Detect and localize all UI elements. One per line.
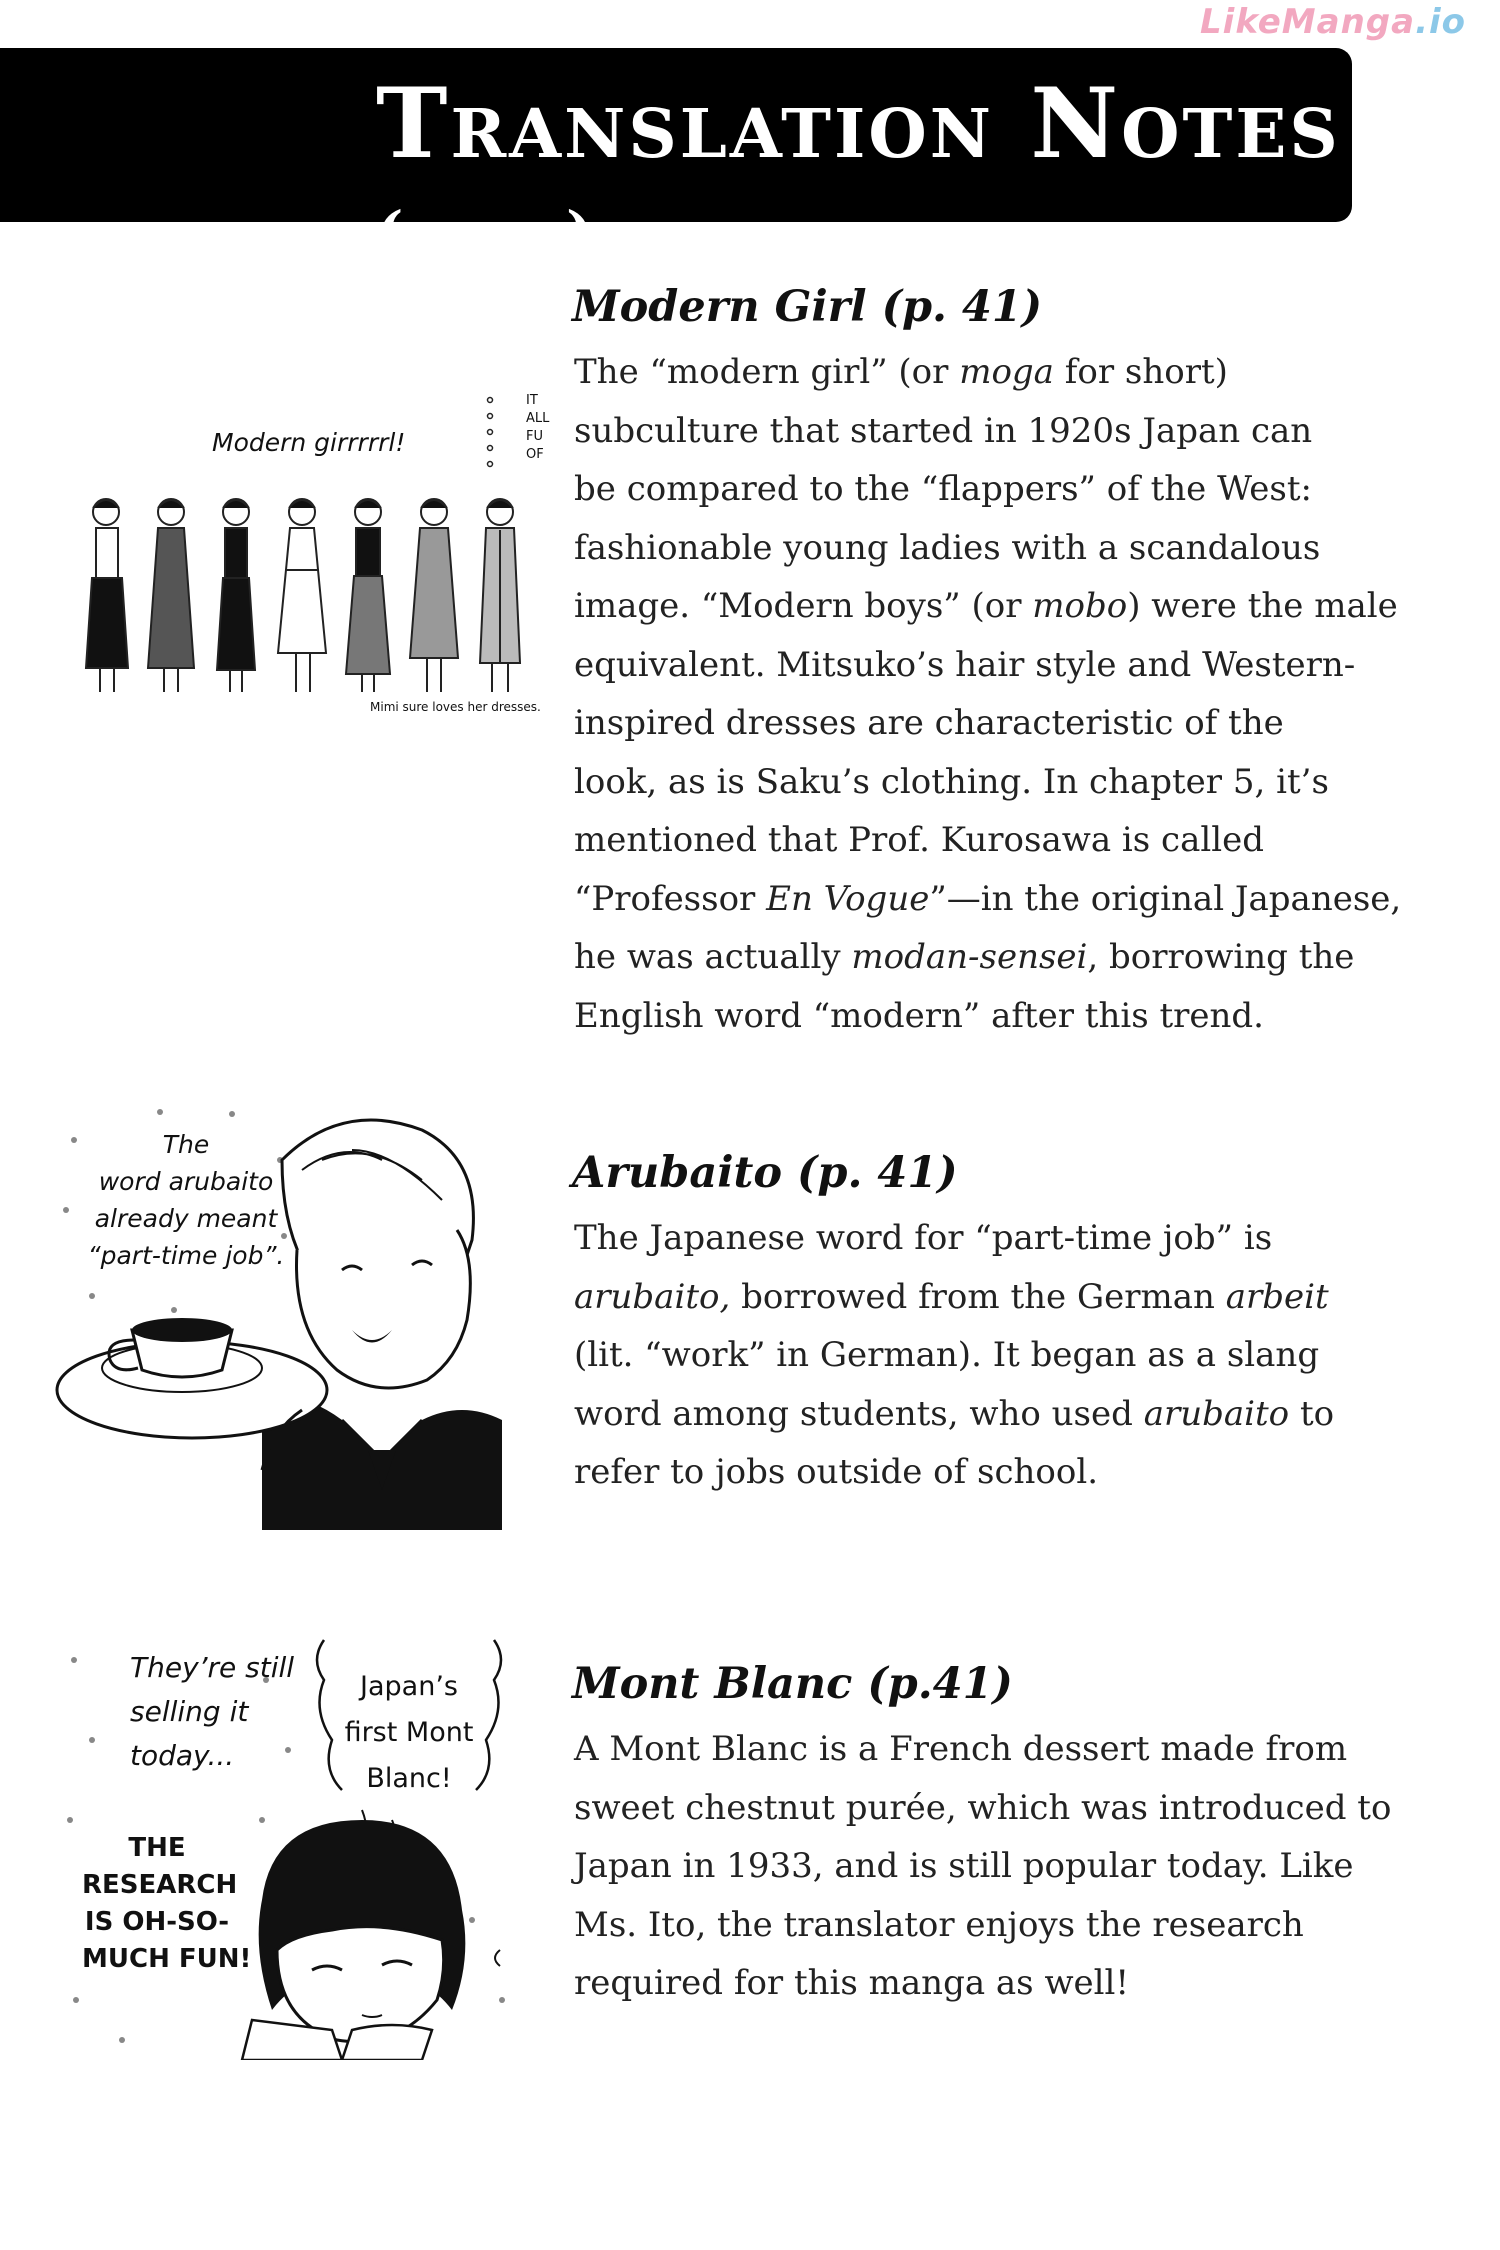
- note-line-text: to: [1289, 1393, 1335, 1434]
- note-line-emphasis: En Vogue: [766, 878, 930, 919]
- note-line-text: Japan in 1933, and is still popular today. Like: [574, 1846, 1354, 1886]
- note-line-text: The Japanese word for “part-time job” is: [574, 1218, 1273, 1258]
- mont-blanc-bubble-text: Japan’s first Mont Blanc!: [344, 1671, 474, 1794]
- note-line-text: look, as is Saku’s clothing. In chapter 5, it’s: [574, 761, 1329, 802]
- illustration-modern-girl: [70, 380, 550, 720]
- watermark-suffix: .io: [1415, 2, 1466, 42]
- note-body-modern-girl: [574, 343, 1434, 1045]
- note-line-text: Ms. Ito, the translator enjoys the research: [574, 1904, 1304, 1945]
- note-line: [574, 987, 1434, 1046]
- note-line-text: fashionable young ladies with a scandalous: [574, 527, 1321, 568]
- note-line-text: , borrowing the: [1087, 937, 1355, 977]
- note-body-mont-blanc: [574, 1720, 1434, 2013]
- page-title-text: Translation Notes: [376, 67, 1341, 180]
- note-line: [574, 928, 1434, 987]
- note-line: [574, 1720, 1434, 1779]
- note-line: [574, 811, 1434, 870]
- note-line: [574, 1779, 1434, 1838]
- note-line: [574, 1443, 1434, 1502]
- note-line-emphasis: arubaito,: [574, 1276, 731, 1317]
- note-line: [574, 1268, 1434, 1327]
- note-line-text: “Professor: [574, 878, 767, 919]
- note-line-text: English word “modern” after this trend.: [574, 995, 1264, 1036]
- note-line: [574, 1326, 1434, 1385]
- note-line: [574, 1837, 1434, 1896]
- page-title-suffix: (cont.): [376, 199, 595, 267]
- note-line-text: The “modern girl” (or: [574, 352, 960, 392]
- mont-blanc-left-text: They’re still selling it today...: [130, 1651, 295, 1772]
- note-line: [574, 343, 1434, 402]
- note-line-emphasis: moga: [959, 352, 1054, 392]
- note-line-text: ”—in the original Japanese,: [929, 878, 1402, 919]
- note-line-text: sweet chestnut purée, which was introduced to: [574, 1787, 1392, 1828]
- note-line-text: (lit. “work” in German). It began as a slang: [574, 1335, 1320, 1375]
- note-line: [574, 1209, 1434, 1268]
- note-line-text: inspired dresses are characteristic of the: [574, 703, 1284, 743]
- illustration-arubaito: [52, 1100, 532, 1530]
- mont-blanc-shout-text: THE RESEARCH IS OH-SO- MUCH FUN!: [82, 1833, 252, 1974]
- note-line-text: equivalent. Mitsuko’s hair style and Western-: [574, 644, 1356, 685]
- note-title-arubaito: Arubaito (p. 41): [572, 1148, 958, 1198]
- note-line: [574, 460, 1434, 519]
- note-line: [574, 753, 1434, 812]
- site-watermark: [1200, 2, 1466, 42]
- note-line-text: required for this manga as well!: [574, 1963, 1130, 2003]
- note-line-text: subculture that started in 1920s Japan can: [574, 410, 1313, 451]
- note-title-modern-girl: Modern Girl (p. 41): [572, 282, 1043, 332]
- note-line-text: word among students, who used: [574, 1393, 1144, 1434]
- note-line: [574, 694, 1434, 753]
- note-line-text: he was actually: [574, 937, 852, 977]
- illustration-mont-blanc: [62, 1620, 532, 2060]
- note-line: [574, 577, 1434, 636]
- page-title: [376, 67, 1500, 268]
- modern-girl-side-text: IT ALL FU OF: [526, 393, 550, 462]
- note-line-text: refer to jobs outside of school.: [574, 1452, 1099, 1492]
- note-line-emphasis: arubaito: [1143, 1393, 1290, 1434]
- note-line: [574, 1954, 1434, 2013]
- note-line-text: A Mont Blanc is a French dessert made from: [574, 1729, 1348, 1769]
- note-line: [574, 402, 1434, 461]
- modern-girl-note: Mimi sure loves her dresses.: [370, 700, 541, 714]
- note-line-emphasis: mobo: [1032, 586, 1128, 626]
- note-line: [574, 1385, 1434, 1444]
- note-line-text: be compared to the “flappers” of the West:: [574, 469, 1312, 509]
- note-line-text: image. “Modern boys” (or: [574, 586, 1033, 626]
- note-line-text: borrowed from the German: [730, 1276, 1226, 1317]
- note-body-arubaito: [574, 1209, 1434, 1502]
- note-line-text: for short): [1053, 352, 1228, 392]
- note-title-mont-blanc: Mont Blanc (p.41): [572, 1659, 1013, 1709]
- note-line: [574, 636, 1434, 695]
- modern-girl-caption: Modern girrrrrl!: [212, 428, 406, 457]
- note-line-emphasis: arbeit: [1225, 1276, 1329, 1317]
- arubaito-bubble-text: The word arubaito already meant “part-time job”.: [87, 1130, 285, 1270]
- note-line-text: ) were the male: [1127, 586, 1398, 626]
- note-line: [574, 870, 1434, 929]
- note-line-text: mentioned that Prof. Kurosawa is called: [574, 820, 1264, 860]
- note-line: [574, 1896, 1434, 1955]
- watermark-text: LikeManga: [1200, 2, 1416, 42]
- note-line-emphasis: modan-sensei: [851, 937, 1088, 977]
- note-line: [574, 519, 1434, 578]
